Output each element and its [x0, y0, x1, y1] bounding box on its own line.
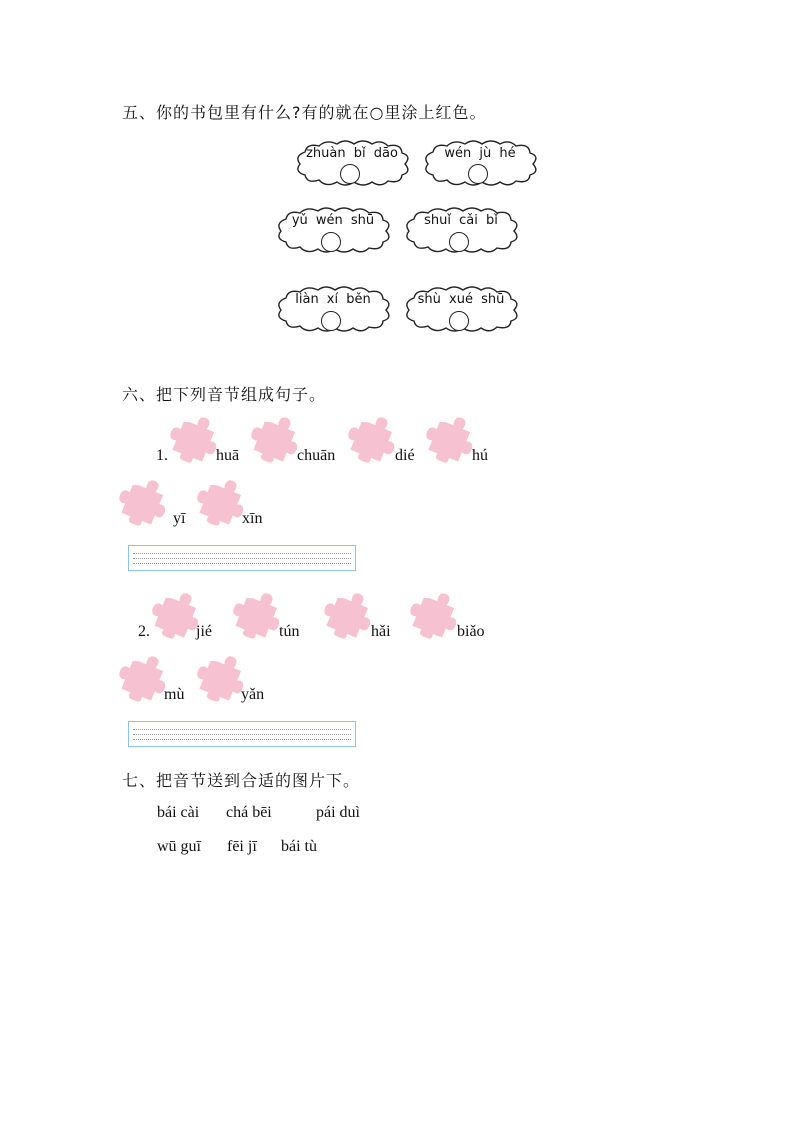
- answer-writing-box-2[interactable]: [128, 721, 356, 747]
- section-7-title: 七、把音节送到合适的图片下。: [122, 771, 361, 790]
- writing-guide-line: [133, 729, 351, 730]
- writing-guide-line: [133, 734, 351, 735]
- cloud-label: shuǐ cǎi bǐ: [424, 213, 498, 228]
- syllable[interactable]: xīn: [242, 510, 263, 527]
- cloud-label: wén jù hé: [444, 146, 516, 161]
- puzzle-piece-icon[interactable]: [426, 415, 474, 463]
- puzzle-piece-icon[interactable]: [324, 591, 372, 639]
- syllable[interactable]: yī: [173, 510, 186, 527]
- puzzle-piece-icon[interactable]: [410, 591, 458, 639]
- syllable[interactable]: mù: [164, 686, 185, 703]
- color-circle[interactable]: [340, 164, 360, 184]
- syllable[interactable]: hú: [472, 447, 488, 464]
- writing-guide-line: [133, 563, 351, 564]
- syllable-option[interactable]: bái cài: [157, 804, 200, 821]
- color-circle[interactable]: [468, 164, 488, 184]
- cloud-label: zhuàn bǐ dāo: [306, 146, 398, 161]
- syllable-option[interactable]: wū guī: [157, 838, 201, 855]
- puzzle-piece-icon[interactable]: [233, 591, 281, 639]
- cloud-label: yǔ wén shū: [291, 213, 375, 228]
- syllable-option[interactable]: bái tù: [281, 838, 317, 855]
- puzzle-piece-icon[interactable]: [170, 415, 218, 463]
- answer-writing-box-1[interactable]: [128, 545, 356, 571]
- question-2-number: 2.: [138, 623, 150, 640]
- cloud-item-chinese-book: [272, 205, 394, 255]
- syllable[interactable]: biǎo: [457, 623, 485, 640]
- puzzle-piece-icon[interactable]: [197, 478, 245, 526]
- cloud-item-watercolor-pen: [400, 205, 522, 255]
- syllable[interactable]: chuān: [297, 447, 336, 464]
- section-6-title: 六、把下列音节组成句子。: [122, 385, 327, 404]
- cloud-item-exercise-book: [272, 284, 394, 334]
- writing-guide-line: [133, 558, 351, 559]
- cloud-label: shù xué shū: [417, 292, 505, 307]
- syllable[interactable]: tún: [279, 623, 300, 640]
- syllable-option[interactable]: pái duì: [316, 804, 360, 821]
- cloud-item-pencil-sharpener: [291, 138, 413, 188]
- question-1-number: 1.: [156, 447, 168, 464]
- puzzle-piece-icon[interactable]: [119, 478, 167, 526]
- puzzle-piece-icon[interactable]: [348, 415, 396, 463]
- color-circle[interactable]: [321, 232, 341, 252]
- color-circle[interactable]: [449, 232, 469, 252]
- writing-guide-line: [133, 739, 351, 740]
- color-circle[interactable]: [449, 311, 469, 331]
- puzzle-piece-icon[interactable]: [251, 415, 299, 463]
- cloud-label: liàn xí běn: [295, 292, 371, 307]
- syllable[interactable]: huā: [216, 447, 240, 464]
- syllable[interactable]: dié: [395, 447, 415, 464]
- syllable[interactable]: yǎn: [241, 686, 265, 703]
- puzzle-piece-icon[interactable]: [152, 591, 200, 639]
- syllable[interactable]: hǎi: [371, 623, 391, 640]
- syllable-option[interactable]: chá bēi: [226, 804, 272, 821]
- puzzle-piece-icon[interactable]: [119, 654, 167, 702]
- syllable[interactable]: jié: [196, 623, 212, 640]
- color-circle[interactable]: [321, 311, 341, 331]
- syllable-option[interactable]: fēi jī: [227, 838, 257, 855]
- section-5-title: 五、你的书包里有什么?有的就在○里涂上红色。: [122, 103, 487, 122]
- puzzle-piece-icon[interactable]: [197, 654, 245, 702]
- cloud-item-math-book: [400, 284, 522, 334]
- cloud-item-stationery-box: [419, 138, 541, 188]
- writing-guide-line: [133, 553, 351, 554]
